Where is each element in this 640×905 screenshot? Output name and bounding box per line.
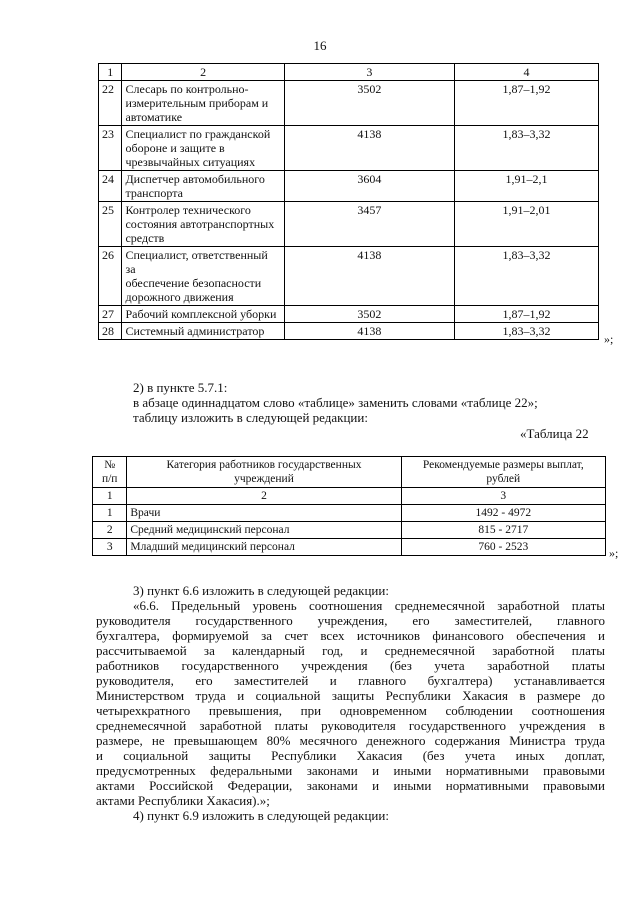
position-name-line: дорожного движения: [125, 290, 234, 304]
item3-paragraph-line: четырехкратного превышения, при одновременном соблюдении соотношения: [96, 703, 605, 718]
position-name: [122, 306, 284, 323]
position-code: 3502: [284, 81, 454, 126]
position-name-line: Системный администратор: [125, 324, 265, 338]
item3-paragraph-line: и социальной защиты Республики Хакасия (без учета иных доплат,: [96, 748, 605, 763]
row-number: 25: [99, 202, 122, 247]
header-line: п/п: [101, 473, 118, 485]
item3-paragraph-line: руководителя государственного учреждения, его заместителей, главного: [96, 613, 605, 628]
item4-heading: 4) пункт 6.9 изложить в следующей редакции:: [133, 808, 389, 823]
item2-heading: 2) в пункте 5.7.1:: [133, 380, 228, 395]
payment-range: 1492 - 4972: [401, 505, 605, 522]
item3-paragraph-line: среднемесячной заработной платы руководителя государственного учреждения в: [96, 718, 605, 733]
coefficient-range: 1,87–1,92: [455, 306, 599, 323]
coefficient-range: 1,83–3,32: [455, 126, 599, 171]
table-header-row: [99, 64, 599, 81]
table-index-row: [93, 488, 606, 505]
index-cell: 3: [401, 488, 605, 505]
header-line: рублей: [486, 473, 521, 485]
header-cell-category: [127, 457, 401, 488]
position-name-line: Контролер технического: [125, 203, 251, 217]
item3-paragraph-line: предусмотренных федеральными законами и иными нормативными правовыми: [96, 763, 605, 778]
table-row: [99, 306, 599, 323]
header-cell: 2: [122, 64, 284, 81]
header-line: Рекомендуемые размеры выплат,: [422, 459, 584, 471]
coefficient-range: 1,91–2,01: [455, 202, 599, 247]
table2-closing-quote: »;: [609, 546, 619, 560]
position-name-line: измерительным приборам и: [125, 96, 269, 110]
table-caption: «Таблица 22: [520, 426, 589, 441]
table-row: [93, 505, 606, 522]
row-number: 2: [93, 522, 127, 539]
header-line: учреждений: [234, 473, 294, 485]
page-number: 16: [313, 38, 327, 53]
payments-table: [92, 456, 606, 556]
table-row: [93, 522, 606, 539]
item3-paragraph-line: «6.6. Предельный уровень соотношения среднемесячной заработной платы: [133, 598, 605, 613]
table-row: [99, 323, 599, 340]
row-number: 28: [99, 323, 122, 340]
positions-table: [98, 63, 599, 340]
item3-paragraph-line: размере, не превышающем 80% месячного денежного содержания Министра труда: [96, 733, 605, 748]
item3-paragraph-line: работников государственного учреждения (без учета заработной платы: [96, 658, 605, 673]
table-header-row: [93, 457, 606, 488]
worker-category: Средний медицинский персонал: [127, 522, 401, 539]
table-row: [99, 171, 599, 202]
worker-category: Врачи: [127, 505, 401, 522]
position-name-line: автоматике: [125, 110, 183, 124]
item3-paragraph-line: актами Республики Хакасия).»;: [96, 793, 270, 808]
position-code: 3604: [284, 171, 454, 202]
item2-instruction: в абзаце одиннадцатом слово «таблице» заменить словами «таблице 22»;: [133, 395, 538, 410]
position-name-line: состояния автотранспортных: [125, 217, 275, 231]
coefficient-range: 1,87–1,92: [455, 81, 599, 126]
item3-paragraph-line: руководителя, его заместителей и главного бухгалтера) устанавливается: [96, 673, 605, 688]
position-code: 4138: [284, 247, 454, 306]
item3-paragraph-line: бухгалтера, формируемой за счет всех источников финансового обеспечения и: [96, 628, 605, 643]
position-name: [122, 171, 284, 202]
table1-closing-quote: »;: [604, 332, 614, 346]
position-code: 3502: [284, 306, 454, 323]
row-number: 3: [93, 539, 127, 556]
position-name-line: Специалист по гражданской: [125, 127, 271, 141]
position-name-line: Слесарь по контрольно-: [125, 82, 249, 96]
table-row: [99, 247, 599, 306]
row-number: 22: [99, 81, 122, 126]
position-name-line: средств: [125, 231, 165, 245]
table-row: [99, 126, 599, 171]
item3-paragraph-line: рассчитываемой за календарный год, и среднемесячной заработной платы: [96, 643, 605, 658]
item3-heading: 3) пункт 6.6 изложить в следующей редакции:: [133, 583, 389, 598]
row-number: 27: [99, 306, 122, 323]
header-cell: 1: [99, 64, 122, 81]
position-name-line: Рабочий комплексной уборки: [125, 307, 277, 321]
header-cell: 4: [455, 64, 599, 81]
position-name: [122, 202, 284, 247]
row-number: 1: [93, 505, 127, 522]
item3-paragraph-line: Министерством труда и социальной защиты Республики Хакасия в размере до: [96, 688, 605, 703]
row-number: 23: [99, 126, 122, 171]
position-name: [122, 323, 284, 340]
payment-range: 815 - 2717: [401, 522, 605, 539]
coefficient-range: 1,83–3,32: [455, 247, 599, 306]
position-name: [122, 81, 284, 126]
coefficient-range: 1,91–2,1: [455, 171, 599, 202]
position-name-line: чрезвычайных ситуациях: [125, 155, 256, 169]
item2-table-instruction: таблицу изложить в следующей редакции:: [133, 410, 368, 425]
position-code: 4138: [284, 126, 454, 171]
row-number: 26: [99, 247, 122, 306]
payment-range: 760 - 2523: [401, 539, 605, 556]
header-line: Категория работников государственных: [166, 459, 362, 471]
table-row: [99, 81, 599, 126]
row-number: 24: [99, 171, 122, 202]
position-code: 4138: [284, 323, 454, 340]
position-name: [122, 247, 284, 306]
item3-paragraph-line: актами Российской Федерации, законами и иными нормативными правовыми: [96, 778, 605, 793]
header-line: №: [104, 459, 116, 471]
position-name-line: Специалист, ответственный за: [125, 248, 268, 276]
header-cell-number: [93, 457, 127, 488]
coefficient-range: 1,83–3,32: [455, 323, 599, 340]
position-name-line: Диспетчер автомобильного: [125, 172, 265, 186]
header-cell-payment: [401, 457, 605, 488]
index-cell: 2: [127, 488, 401, 505]
table-row: [93, 539, 606, 556]
position-code: 3457: [284, 202, 454, 247]
position-name-line: обеспечение безопасности: [125, 276, 262, 290]
position-name-line: транспорта: [125, 186, 183, 200]
worker-category: Младший медицинский персонал: [127, 539, 401, 556]
table-row: [99, 202, 599, 247]
position-name: [122, 126, 284, 171]
position-name-line: обороне и защите в: [125, 141, 225, 155]
index-cell: 1: [93, 488, 127, 505]
header-cell: 3: [284, 64, 454, 81]
